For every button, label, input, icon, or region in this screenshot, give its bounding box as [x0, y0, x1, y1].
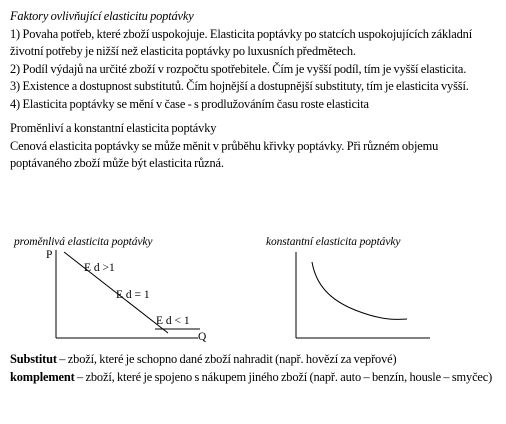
graph-right-title: konstantní elasticita poptávky — [266, 236, 401, 248]
text-substitut: – zboží, které je schopno dané zboží nahradit (např. hovězí za vepřové) — [56, 352, 397, 366]
graph-left-axis-p: P — [46, 249, 53, 261]
graph-left-title: proměnlivá elasticita poptávky — [14, 236, 153, 248]
term-komplement: komplement — [10, 369, 75, 384]
factor-item-2: 2) Podíl výdajů na určité zboží v rozpočtu spotřebitele. Čím je vyšší podíl, tím je vyšší elasticita. — [10, 61, 467, 76]
graph-left-label-ed-eq1: E d = 1 — [116, 289, 150, 301]
term-substitut: Substitut — [10, 352, 57, 366]
definition-substitut — [10, 351, 500, 369]
graph-left-label-ed-gt1: E d >1 — [84, 262, 115, 274]
section-heading-elasticity: Proměnliví a konstantní elasticita poptávky — [10, 121, 217, 135]
graph-right-demand-curve — [312, 262, 407, 319]
factor-item-3: 3) Existence a dostupnost substitutů. Čím hojnější a dostupnější substituty, tím je elasticita vyšší. — [10, 79, 469, 93]
text-komplement: – zboží, které je spojeno s nákupem jiného zboží (např. auto – benzín, housle – smyčec) — [74, 369, 493, 384]
definitions-block — [10, 351, 500, 386]
factor-item-4: 4) Elasticita poptávky se mění v čase - s prodlužováním času roste elasticita — [10, 96, 369, 111]
graph-left-label-ed-lt1: E d < 1 — [156, 315, 190, 327]
factor-item-1: 1) Povaha potřeb, které zboží uspokojuje. Elasticita poptávky po statcích uspokojujících základní životní potřeby je nižší než elasticita poptávky po luxusních předmětech. — [10, 26, 473, 58]
definition-komplement — [10, 369, 500, 387]
section-text-elasticity: Cenová elasticita poptávky se může měnit v průběhu křivky poptávky. Při různém objemu poptávaného zboží může být elasticita různá. — [10, 138, 439, 170]
section-heading-factors: Faktory ovlivňující elasticitu poptávky — [10, 9, 194, 23]
graph-left-axis-q: Q — [198, 331, 207, 343]
